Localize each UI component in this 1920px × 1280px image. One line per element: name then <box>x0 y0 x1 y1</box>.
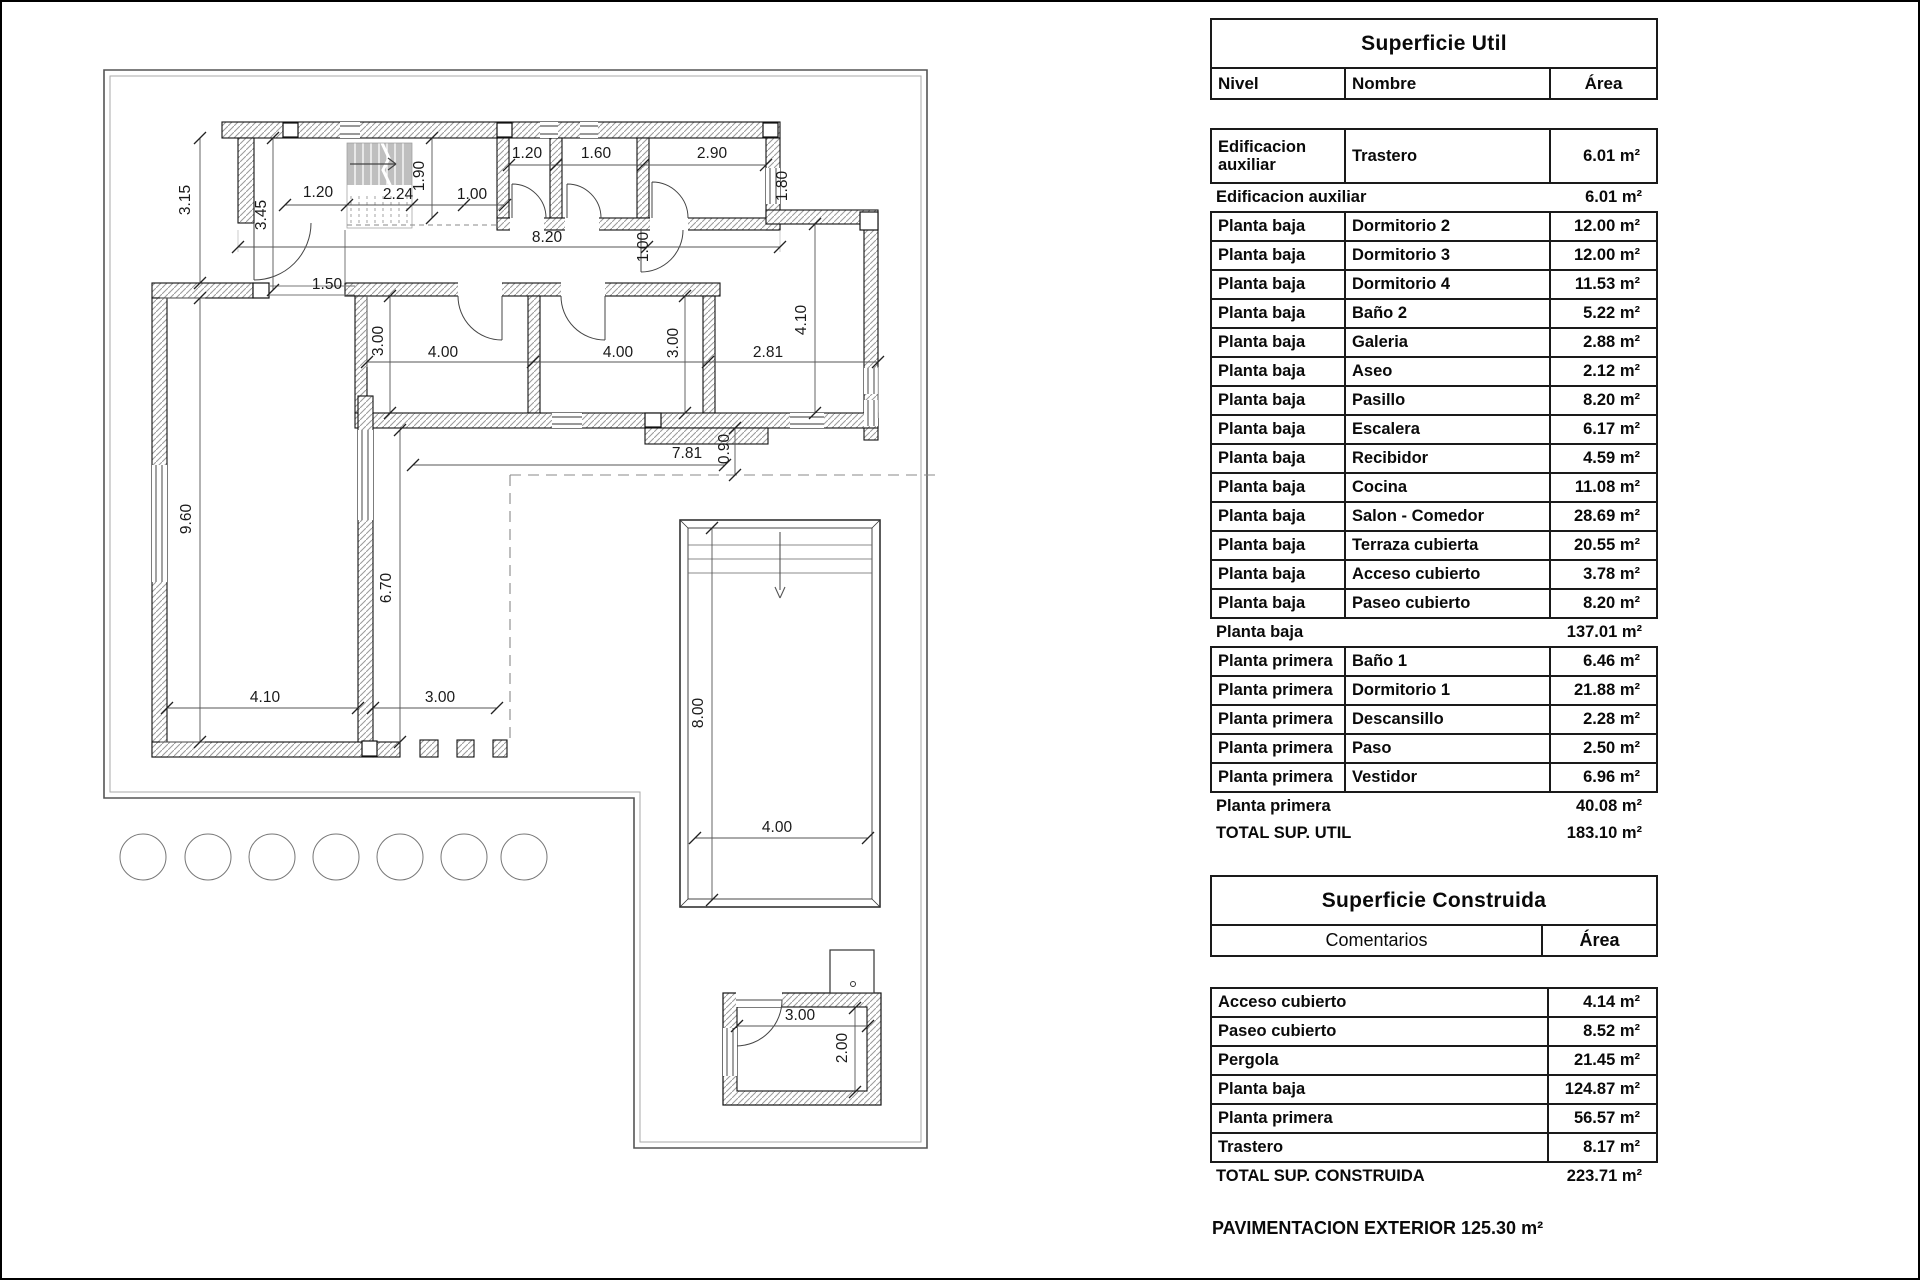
dim-label: 1.20 <box>511 145 543 162</box>
cell-nombre: Descansillo <box>1344 706 1549 733</box>
cell-area: 6.17 m² <box>1549 416 1656 443</box>
table-title: Superficie Construida <box>1210 875 1658 926</box>
total-label: TOTAL SUP. UTIL <box>1216 824 1352 842</box>
cell-nombre: Pasillo <box>1344 387 1549 414</box>
table-row <box>1210 704 1658 735</box>
total-area: 223.71 m² <box>1566 1167 1642 1185</box>
cell-area: 4.59 m² <box>1549 445 1656 472</box>
subtotal-row <box>1210 184 1658 211</box>
table-row <box>1210 472 1658 503</box>
table-row <box>1210 1074 1658 1105</box>
cell-area: 3.78 m² <box>1549 561 1656 588</box>
cell-nivel: Planta primera <box>1218 681 1333 700</box>
cell-area: 5.22 m² <box>1549 300 1656 327</box>
cell-area: 8.52 m² <box>1547 1018 1656 1045</box>
table-row <box>1210 1045 1658 1076</box>
subtotal-row <box>1210 619 1658 646</box>
table-row <box>1210 1016 1658 1047</box>
landscaping-circles <box>120 834 547 880</box>
cell-area: 6.46 m² <box>1549 648 1656 675</box>
col-header-area: Área <box>1549 69 1656 98</box>
dim-label: 3.15 <box>177 184 194 216</box>
doors <box>254 182 688 340</box>
table-row <box>1210 733 1658 764</box>
cell-nombre: Dormitorio 2 <box>1344 213 1549 240</box>
cell-area: 11.08 m² <box>1549 474 1656 501</box>
pool <box>680 520 880 907</box>
cell-nombre: Salon - Comedor <box>1344 503 1549 530</box>
cell-nivel: Planta primera <box>1218 652 1333 671</box>
pergola-post <box>420 740 438 757</box>
cell-nombre: Dormitorio 4 <box>1344 271 1549 298</box>
table-row <box>1210 588 1658 619</box>
dim-label: 2.90 <box>696 145 728 162</box>
cell-nombre: Aseo <box>1344 358 1549 385</box>
dim-label: 4.10 <box>249 689 281 706</box>
cell-comentario: Planta primera <box>1218 1109 1333 1127</box>
cell-nivel: Planta baja <box>1218 507 1306 526</box>
dim-label: 8.00 <box>690 697 707 729</box>
dim-label: 4.00 <box>427 344 459 361</box>
dim-label: 1.90 <box>411 160 428 192</box>
cell-nombre: Dormitorio 1 <box>1344 677 1549 704</box>
dim-label: 1.00 <box>635 231 652 263</box>
cell-area: 8.20 m² <box>1549 387 1656 414</box>
subtotal-area: 6.01 m² <box>1585 188 1642 206</box>
table-row <box>1210 211 1658 242</box>
table-row <box>1210 559 1658 590</box>
subtotal-area: 40.08 m² <box>1575 797 1642 815</box>
dim-label: 3.45 <box>253 199 270 231</box>
cell-nivel: Planta baja <box>1218 304 1306 323</box>
table-row <box>1210 530 1658 561</box>
dim-label: 1.20 <box>302 184 334 201</box>
col-header-nivel: Nivel <box>1218 73 1259 93</box>
cell-area: 21.88 m² <box>1549 677 1656 704</box>
subtotal-label: Planta primera <box>1216 797 1331 815</box>
table-row <box>1210 501 1658 532</box>
entrance-door <box>254 223 311 280</box>
cell-nivel: Planta baja <box>1218 217 1306 236</box>
cell-nivel: Planta baja <box>1218 478 1306 497</box>
cell-nivel: Planta primera <box>1218 710 1333 729</box>
dim-label: 0.90 <box>716 433 733 465</box>
table-row <box>1210 240 1658 271</box>
cell-nivel: Planta baja <box>1218 333 1306 352</box>
dim-label: 9.60 <box>178 503 195 535</box>
cell-area: 2.50 m² <box>1549 735 1656 762</box>
table-row <box>1210 298 1658 329</box>
cell-area: 28.69 m² <box>1549 503 1656 530</box>
table-row <box>1210 1103 1658 1134</box>
cell-nombre: Cocina <box>1344 474 1549 501</box>
dim-label: 2.00 <box>834 1032 851 1064</box>
cell-comentario: Pergola <box>1218 1051 1279 1069</box>
total-area: 183.10 m² <box>1566 824 1642 842</box>
dim-label: 3.00 <box>424 689 456 706</box>
cell-comentario: Acceso cubierto <box>1218 993 1347 1011</box>
cell-nombre: Galeria <box>1344 329 1549 356</box>
table-row <box>1210 356 1658 387</box>
dim-label: 4.00 <box>761 819 793 836</box>
col-header-area: Área <box>1541 926 1656 955</box>
dim-label: 3.00 <box>370 325 387 357</box>
cell-nombre: Dormitorio 3 <box>1344 242 1549 269</box>
dim-label: 7.81 <box>671 445 703 462</box>
cell-area: 2.28 m² <box>1549 706 1656 733</box>
dim-label: 2.81 <box>752 344 784 361</box>
dim-label: 8.20 <box>531 229 563 246</box>
subtotal-area: 137.01 m² <box>1566 623 1642 641</box>
dim-label: 1.60 <box>580 145 612 162</box>
cell-area: 56.57 m² <box>1547 1105 1656 1132</box>
table-row <box>1210 327 1658 358</box>
dim-label: 1.00 <box>456 186 488 203</box>
cell-nivel: Planta primera <box>1218 768 1333 787</box>
dim-label: 4.00 <box>602 344 634 361</box>
table-header-row <box>1210 69 1658 100</box>
dim-label: 1.80 <box>774 170 791 202</box>
table-row <box>1210 1132 1658 1163</box>
total-row <box>1210 1163 1658 1190</box>
cell-nivel: Planta baja <box>1218 565 1306 584</box>
table-row <box>1210 675 1658 706</box>
table-row <box>1210 443 1658 474</box>
cell-area: 21.45 m² <box>1547 1047 1656 1074</box>
cell-nivel: Planta baja <box>1218 536 1306 555</box>
cell-nivel: Planta baja <box>1218 275 1306 294</box>
cell-nombre: Baño 2 <box>1344 300 1549 327</box>
table-row <box>1210 646 1658 677</box>
dim-label: 6.70 <box>378 572 395 604</box>
cell-comentario: Planta baja <box>1218 1080 1306 1098</box>
cell-comentario: Trastero <box>1218 1138 1284 1156</box>
col-header-nombre: Nombre <box>1344 69 1549 98</box>
cell-area: 4.14 m² <box>1547 989 1656 1016</box>
cell-nombre: Acceso cubierto <box>1344 561 1549 588</box>
table-title: Superficie Util <box>1210 18 1658 69</box>
cell-nivel: Planta baja <box>1218 391 1306 410</box>
cell-nivel: Planta baja <box>1218 594 1306 613</box>
cell-nivel: Edificacion auxiliar <box>1218 137 1307 174</box>
cell-nivel: Planta baja <box>1218 420 1306 439</box>
cell-comentario: Paseo cubierto <box>1218 1022 1337 1040</box>
dim-label: 4.10 <box>793 304 810 336</box>
pergola-post <box>493 740 507 757</box>
total-row <box>1210 820 1658 847</box>
superficie-construida-table <box>1210 875 1658 1190</box>
cell-nombre: Trastero <box>1344 130 1549 182</box>
subtotal-label: Planta baja <box>1216 623 1304 641</box>
cell-area: 20.55 m² <box>1549 532 1656 559</box>
cell-nombre: Escalera <box>1344 416 1549 443</box>
cell-area: 2.88 m² <box>1549 329 1656 356</box>
subtotal-row <box>1210 793 1658 820</box>
superficie-util-table <box>1210 18 1658 847</box>
cell-area: 8.20 m² <box>1549 590 1656 617</box>
dim-label: 1.50 <box>311 276 343 293</box>
subtotal-label: Edificacion auxiliar <box>1216 188 1367 206</box>
cell-nombre: Recibidor <box>1344 445 1549 472</box>
cell-nombre: Baño 1 <box>1344 648 1549 675</box>
pergola-post <box>457 740 474 757</box>
cell-nivel: Planta baja <box>1218 362 1306 381</box>
pavimentacion-exterior-note: PAVIMENTACION EXTERIOR 125.30 m² <box>1212 1218 1544 1238</box>
total-label: TOTAL SUP. CONSTRUIDA <box>1216 1167 1425 1185</box>
table-row <box>1210 128 1658 184</box>
cell-area: 12.00 m² <box>1549 213 1656 240</box>
cell-area: 124.87 m² <box>1547 1076 1656 1103</box>
dim-label: 3.00 <box>784 1007 816 1024</box>
cell-area: 12.00 m² <box>1549 242 1656 269</box>
dim-label: 3.00 <box>665 327 682 359</box>
cell-nivel: Planta primera <box>1218 739 1333 758</box>
cell-area: 2.12 m² <box>1549 358 1656 385</box>
cell-nombre: Paseo cubierto <box>1344 590 1549 617</box>
table-header-row <box>1210 926 1658 957</box>
cell-area: 11.53 m² <box>1549 271 1656 298</box>
table-row <box>1210 414 1658 445</box>
table-row <box>1210 987 1658 1018</box>
cell-nivel: Planta baja <box>1218 246 1306 265</box>
cell-area: 6.01 m² <box>1549 130 1656 182</box>
table-row <box>1210 762 1658 793</box>
cell-nombre: Vestidor <box>1344 764 1549 791</box>
cell-nombre: Paso <box>1344 735 1549 762</box>
table-row <box>1210 269 1658 300</box>
col-header-comentarios: Comentarios <box>1325 930 1428 950</box>
dim-label: 2.24 <box>382 186 414 203</box>
table-row <box>1210 385 1658 416</box>
cell-area: 8.17 m² <box>1547 1134 1656 1161</box>
trastero <box>723 950 881 1105</box>
cell-area: 6.96 m² <box>1549 764 1656 791</box>
cell-nivel: Planta baja <box>1218 449 1306 468</box>
cell-nombre: Terraza cubierta <box>1344 532 1549 559</box>
